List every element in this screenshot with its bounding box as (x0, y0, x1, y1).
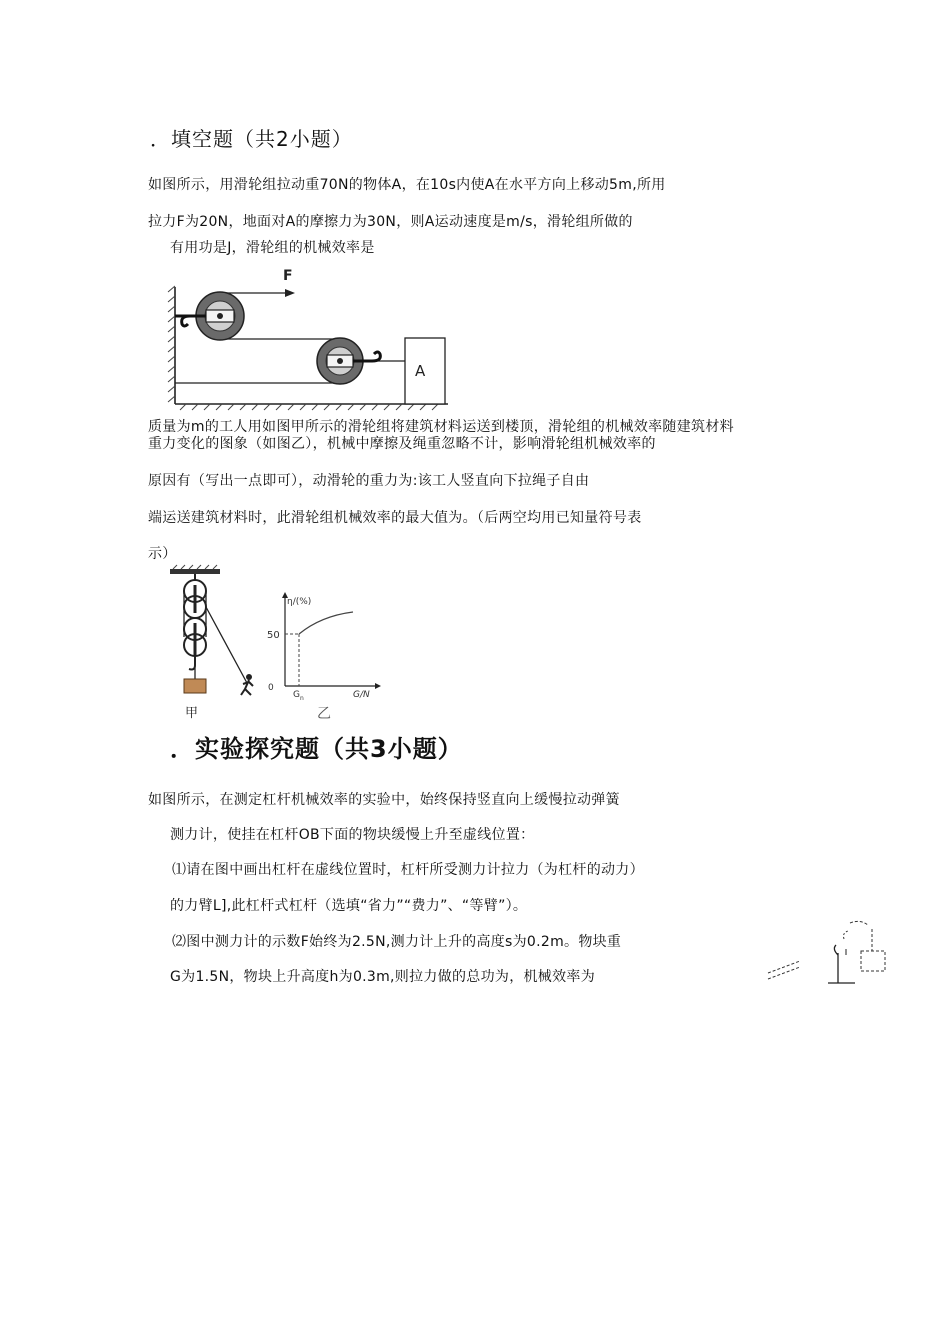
exp-text-line-1: 如图所示，在测定杠杆机械效率的实验中，始终保持竖直向上缓慢拉动弹簧 (148, 792, 620, 808)
graph-tick-50: 50 (267, 630, 280, 641)
block-label-A: A (415, 362, 426, 380)
lever-figure (760, 915, 895, 990)
exp-text-line-4: 的力臂L],此杠杆式杠杆（选填“省力”“费力”、“等臂”）。 (170, 898, 528, 914)
section-heading-experiment: ．实验探究题（共3小题） (170, 735, 463, 763)
force-label-F: F (283, 268, 293, 284)
exp-text-line-3: ⑴请在图中画出杠杆在虚线位置时，杠杆所受测力计拉力（为杠杆的动力） (172, 862, 644, 878)
exp-text-line-5: ⑵图中测力计的示数F始终为2.5N,测力计上升的高度s为0.2m。物块重 (172, 934, 622, 950)
efficiency-graph-yi (263, 590, 383, 722)
q2-text-line-1: 质量为m的工人用如图甲所示的滑轮组将建筑材料运送到楼顶，滑轮组的机械效率随建筑材料 (148, 419, 734, 435)
q2-text-line-4: 端运送建筑材料时，此滑轮组机械效率的最大值为。（后两空均用已知量符号表 (148, 510, 642, 526)
exp-text-line-6: G为1.5N，物块上升高度h为0.3m,则拉力做的总功为，机械效率为 (170, 969, 596, 985)
graph-tick-Gn-sub: n (300, 695, 304, 702)
graph-origin: 0 (268, 683, 274, 693)
q1-text-line-2: 拉力F为20N，地面对A的摩擦力为30N，则A运动速度是m/s，滑轮组所做的 (148, 214, 633, 230)
graph-ylabel: η/(%) (287, 597, 312, 607)
q2-text-line-3: 原因有（写出一点即可），动滑轮的重力为:该工人竖直向下拉绳子自由 (148, 473, 590, 489)
figure-label-yi: 乙 (317, 706, 331, 722)
exp-text-line-2: 测力计，使挂在杠杆OB下面的物块缓慢上升至虚线位置： (170, 827, 535, 843)
q2-text-line-5: 示） (148, 546, 177, 562)
graph-tick-Gn: G (293, 690, 300, 700)
q1-text-line-3: 有用功是J，滑轮组的机械效率是 (170, 240, 375, 256)
pulley-figure-horizontal (160, 262, 460, 412)
section-heading-fill-blank: ．填空题（共2小题） (150, 127, 353, 151)
graph-xlabel: G/N (353, 690, 370, 700)
q2-text-line-2: 重力变化的图象（如图乙），机械中摩擦及绳重忽略不计，影响滑轮组机械效率的 (148, 436, 656, 452)
q1-text-line-1: 如图所示，用滑轮组拉动重70N的物体A，在10s内使A在水平方向上移动5m,所用 (148, 177, 666, 193)
pulley-figure-jia (165, 565, 265, 720)
figure-label-jia: 甲 (185, 706, 199, 721)
